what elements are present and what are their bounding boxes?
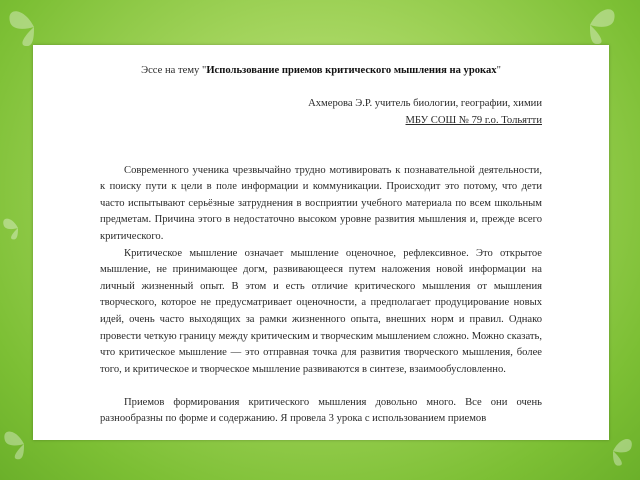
butterfly-decoration-mid-left xyxy=(0,210,36,246)
essay-title xyxy=(100,63,542,80)
essay-title-suffix: " xyxy=(496,65,501,76)
document-page xyxy=(33,45,609,440)
essay-title-prefix: Эссе на тему " xyxy=(141,65,207,76)
paragraph-1: Современного ученика чрезвычайно трудно мотивировать к познавательной деятельности, к поиску пути к цели в поле информации и коммуникации. Происходит это потому, что дети часто испытывают серьёзные затруднения в восприятии учебного материала по всем школьным предметам. Причина этого в недостаточно высоком уровне развития мышления и, прежде всего критического. xyxy=(100,164,542,242)
document-body xyxy=(100,63,542,428)
paragraph-3: Приемов формирования критического мышления довольно много. Все они очень разнообразны по форме и содержанию. Я провела 3 урока с использованием приемов xyxy=(100,396,542,425)
author-school-line xyxy=(100,113,542,130)
essay-title-topic: Использование приемов критического мышления на уроках xyxy=(206,65,497,76)
author-name-line: Ахмерова Э.Р. учитель биологии, географии, химии xyxy=(308,98,542,110)
paragraph-2: Критическое мышление означает мышление оценочное, рефлексивное. Это открытое мышление, не принимающее догм, развивающееся путем наложения новой информации на личный жизненный опыт. В этом и есть отличие критического мышления от мышления творческого, которое не предусматривает оценочности, а предполагает продуцирование новых идей, очень часто выходящих за рамки жизненного опыта, внешних норм и правил. Однако провести четкую границу между критическим и творческим мышлением сложно. Можно сказать, что критическое мышление — это отправная точка для развития творческого мышления, более того, и критическое и творческое мышление развиваются в синтезе, взаимообусловленно. xyxy=(100,247,542,375)
butterfly-decoration-top-right xyxy=(560,0,620,50)
author-school: МБУ СОШ № 79 г.о. Тольятти xyxy=(405,114,542,126)
